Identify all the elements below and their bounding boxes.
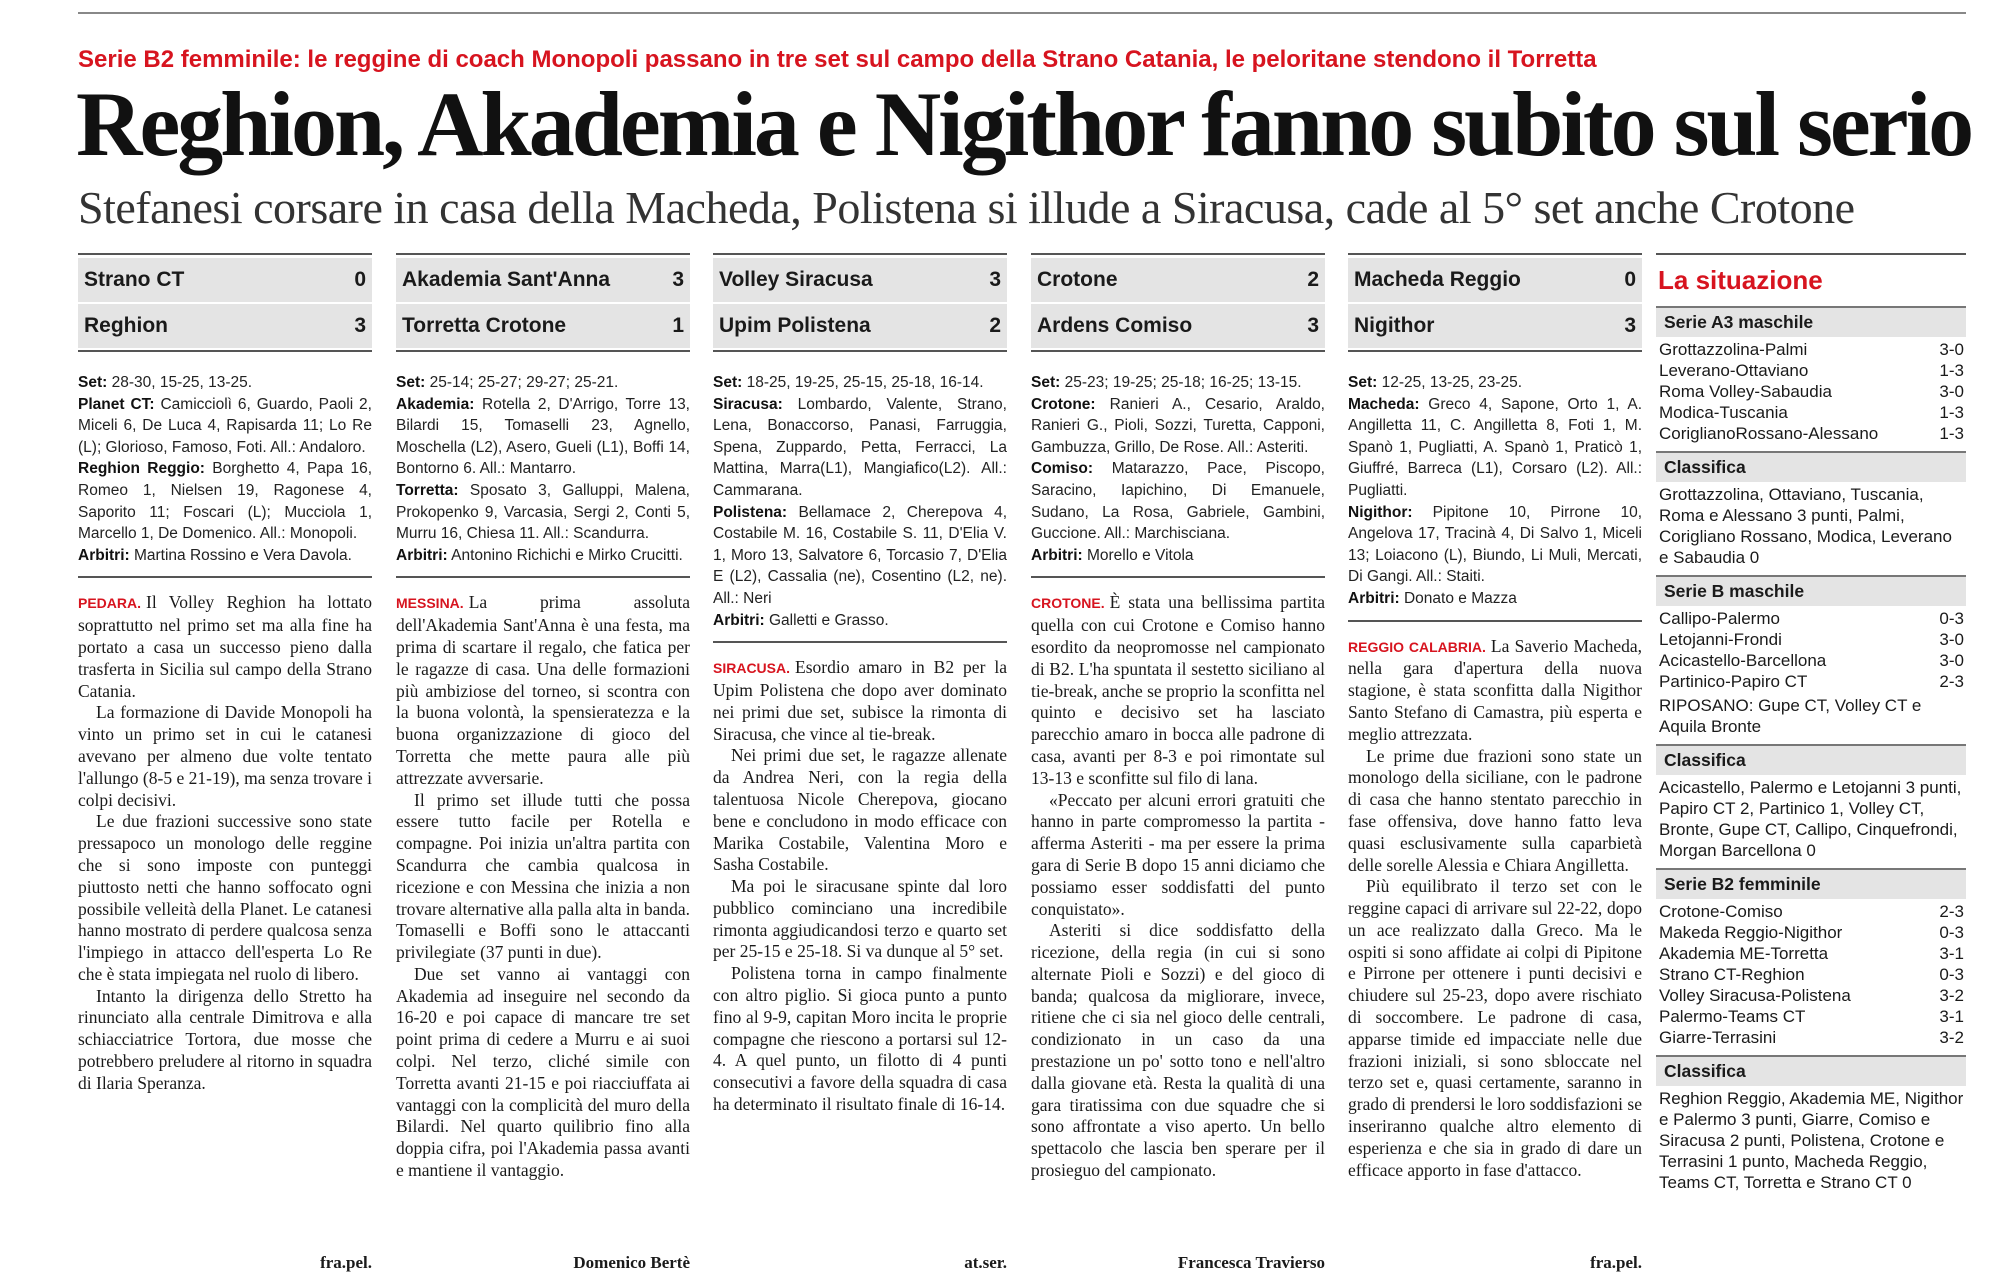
tab-team2: Polistena: Bellamace 2, Cherepova 4, Costabile M. 16, Costabile S. 11, D'Elia V. 1, Moro 13, Salvatore 6, Torcasio 7, D'Elia E (L2), Cassalia (ne), Cosentino (L2, ne). All.: Neri [713, 503, 1007, 607]
home-team: Crotone [1037, 268, 1118, 291]
result-row [1656, 650, 1966, 671]
signature: fra.pel. [320, 1253, 372, 1272]
tab-team2: Reghion Reggio: Borghetto 4, Papa 16, Romeo 1, Nielsen 19, Ragonese 4, Saporito 11; Foscari (L); Mucciola 1, Marcello 1, De Domenico. All.: Monopoli. [78, 460, 372, 543]
result-score: 1-3 [1939, 424, 1964, 443]
paragraph: REGGIO CALABRIA. La Saverio Macheda, nella gara d'apertura della nuova stagione, è stata sconfitta dalla Nigithor Santo Stefano di Camastra, più esperta e meglio attrezzata. [1348, 635, 1643, 744]
section-header: Classifica [1656, 451, 1966, 482]
scoreboard [1348, 253, 1642, 352]
standings-text: Acicastello, Palermo e Letojanni 3 punti, Papiro CT 2, Partinico 1, Volley CT, Bronte, Gupe CT, Callipo, Cinquefrondi, Morgan Barcellona 0 [1659, 778, 1962, 860]
divider [78, 350, 372, 352]
away-team: Ardens Comiso [1037, 314, 1193, 337]
result-row [1656, 360, 1966, 381]
result-score: 1-3 [1939, 361, 1964, 380]
result-match: Crotone-Comiso [1659, 902, 1783, 921]
signature: Francesca Travierso [1177, 1253, 1325, 1272]
scoreboard [1031, 253, 1325, 352]
paragraph: Nei primi due set, le ragazze allenate da Andrea Neri, con la regia della talentuosa Nicole Cherepova, giocano bene e concludono in modo efficace con Marika Costabile, Valentina Moro e Sasha Costabile. [713, 745, 1007, 875]
result-row [1656, 1027, 1966, 1048]
result-score: 3-2 [1939, 986, 1964, 1005]
result-match: Acicastello-Barcellona [1659, 651, 1827, 670]
result-row [1656, 901, 1966, 922]
tabellino [78, 372, 372, 566]
signature: Domenico Bertè [573, 1253, 690, 1272]
result-match: CoriglianoRossano-Alessano [1659, 424, 1879, 443]
tab-team1: Macheda: Greco 4, Sapone, Orto 1, A. Angilletta 11, C. Angilletta 8, Foti 1, M. Spanò 1, Pugliatti, A. Spanò 1, Praticò 1, Giuffré, Barreca (L1), Corsaro (L2). All.: Pugliatti. [1348, 395, 1642, 499]
sidebar-title: La situazione [1658, 265, 1823, 295]
result-score: 3-1 [1939, 944, 1964, 963]
result-match: Makeda Reggio-Nigithor [1659, 923, 1843, 942]
signature: fra.pel. [1590, 1253, 1642, 1272]
result-row [1656, 608, 1966, 629]
result-score: 3-0 [1939, 340, 1964, 359]
tabellino [713, 372, 1007, 631]
tabellino [396, 372, 690, 566]
score-row-away [713, 304, 1007, 348]
subhead: Stefanesi corsare in casa della Macheda, Polistena si illude a Siracusa, cade al 5° set anche Crotone [78, 182, 1855, 233]
paragraph: Intanto la dirigenza dello Stretto ha rinunciato alla centrale Dimitrova e alla schiacciatrice Tortora, due mosse che potrebbero preludere al ritorno in squadra di Ilaria Speranza. [78, 985, 372, 1093]
results-list [1656, 337, 1966, 447]
paragraph: Ma poi le siracusane spinte dal loro pubblico cominciano una incredibile rimonta aggiudicandosi terzo e quarto set per 25-15 e 25-18. Si va dunque al 5° set. [713, 876, 1007, 962]
divider [1348, 620, 1642, 622]
scoreboard [78, 253, 372, 352]
score-row-away [1031, 304, 1325, 348]
paragraph: Le prime due frazioni sono state un monologo della siciliane, con le padrone di casa che hanno stentato parecchio in fase offensiva, dove hanno fatto leva quasi esclusivamente sulla caparbietà delle sorelle Alessia e Chiara Angilletta. [1348, 745, 1642, 875]
tab-set: Set: 18-25, 19-25, 25-15, 25-18, 16-14. [713, 374, 984, 391]
result-match: Callipo-Palermo [1659, 609, 1780, 628]
paragraph: Più equilibrato il terzo set con le reggine capaci di arrivare sul 22-22, dopo un ace realizzato dalla Greco. Ma le ospiti si sono affidate ai colpi di Pipitone e Pirrone per ottenere i punti decisivi e chiudere sul 25-23, dopo avere rischiato di soccombere. Le padrone di casa, apparse timide ed impacciate nelle due frazioni iniziali, si sono sbloccate nel terzo set e, quasi certamente, saranno in grado di prendersi le loro soddisfazioni se inseriranno qualche altro elemento di esperienza e che sia in grado di dare un efficace apporto in fase d'attacco. [1348, 876, 1642, 1180]
signature: at.ser. [964, 1253, 1007, 1272]
article-body [1031, 592, 1325, 1182]
match-column [713, 253, 1007, 1273]
result-match: Giarre-Terrasini [1659, 1028, 1777, 1047]
tab-team2: Nigithor: Pipitone 10, Pirrone 10, Angelova 17, Tracinà 4, Di Salvo 1, Miceli 13; Loiacono (L), Biundo, Li Muli, Mercati, Di Gangi. All.: Staiti. [1348, 503, 1642, 586]
dateline: SIRACUSA. [713, 660, 791, 677]
paragraph: Due set vanno ai vantaggi con Akademia ad inseguire nel secondo da 16-20 e poi capace di mancare tre set point prima di cedere a Murru e ai suoi colpi. Nel terzo, cliché simile con Torretta avanti 21-15 e poi riacciuffata ai vantaggi con la complicità del muro della Bilardi. Nel quarto quilibrio fino alla doppia cifra, poi l'Akademia passa avanti e mantiene il vantaggio. [396, 963, 690, 1181]
kicker: Serie B2 femminile: le reggine di coach Monopoli passano in tre set sul campo della Strano Catania, le peloritane stendono il Torretta [78, 46, 1597, 73]
tab-referees: Arbitri: Martina Rossino e Vera Davola. [78, 546, 352, 564]
tab-set: Set: 28-30, 15-25, 13-25. [78, 374, 253, 391]
result-match: Strano CT-Reghion [1659, 965, 1805, 984]
situazione-sidebar [1656, 253, 1966, 1196]
paragraph: SIRACUSA. Esordio amaro in B2 per la Upim Polistena che dopo aver dominato nei primi due set, subisce la rimonta di Siracusa, che vince al tie-break. [713, 657, 1007, 744]
result-score: 0-3 [1939, 923, 1964, 942]
result-score: 2-3 [1939, 672, 1964, 691]
result-score: 2-3 [1939, 902, 1964, 921]
match-column [1348, 253, 1642, 1273]
results-list [1656, 606, 1966, 695]
result-row [1656, 671, 1966, 692]
tab-team1: Siracusa: Lombardo, Valente, Strano, Lena, Bonaccorso, Panasi, Farruggia, Spena, Zuppardo, Petta, Ferracci, La Mattina, Marra(L1), Mangiafico(L2). All.: Cammarana. [713, 395, 1007, 499]
tab-team1: Akademia: Rotella 2, D'Arrigo, Torre 13, Bilardi 15, Tomaselli 23, Agnello, Moschella (L2), Asero, Gueli (L1), Boffi 14, Bontorno 6. All.: Mantarro. [396, 395, 690, 478]
result-row [1656, 423, 1966, 444]
result-match: Akademia ME-Torretta [1659, 944, 1829, 963]
tab-referees: Arbitri: Donato e Mazza [1348, 589, 1517, 607]
away-team: Upim Polistena [719, 314, 871, 337]
result-match: Volley Siracusa-Polistena [1659, 986, 1851, 1005]
standings-text: Reghion Reggio, Akademia ME, Nigithor e Palermo 3 punti, Giarre, Comiso e Siracusa 2 punti, Polistena, Crotone e Terrasini 1 punto, Macheda Reggio, Teams CT, Torretta e Strano CT 0 [1659, 1089, 1964, 1192]
article-body [78, 592, 372, 1094]
result-match: Palermo-Teams CT [1659, 1007, 1806, 1026]
divider [78, 576, 372, 578]
score-row-home [396, 258, 690, 302]
score-row-away [78, 304, 372, 348]
result-score: 3-0 [1939, 382, 1964, 401]
result-row [1656, 629, 1966, 650]
result-row [1656, 964, 1966, 985]
result-row [1656, 339, 1966, 360]
tab-referees: Arbitri: Antonino Richichi e Mirko Crucitti. [396, 546, 683, 564]
paragraph: MESSINA. La prima assoluta dell'Akademia Sant'Anna è una festa, ma prima di scartare il regalo, che fatica per le ragazze di casa. Una delle formazioni più ambiziose del torneo, si scontra con la buona volontà, la spensieratezza e la buona organizzazione di gioco del Torretta che mette paura alle più attrezzate avversarie. [396, 592, 690, 788]
result-match: Grottazzolina-Palmi [1659, 340, 1808, 359]
home-team: Volley Siracusa [719, 268, 873, 291]
tab-team1: Planet CT: Camicciolì 6, Guardo, Paoli 2, Miceli 6, De Luca 4, Rapisarda 11; Lo Re (L); Glorioso, Famoso, Foti. All.: Andaloro. [78, 395, 372, 456]
divider [713, 641, 1007, 643]
home-team: Akademia Sant'Anna [402, 268, 611, 291]
tab-team2: Torretta: Sposato 3, Galluppi, Malena, Prokopenko 9, Varcasia, Sergi 2, Conti 5, Murru 16, Chiesa 11. All.: Scandurra. [396, 481, 690, 543]
dateline: CROTONE. [1031, 595, 1105, 612]
dateline: PEDARA. [78, 595, 142, 612]
top-rule [78, 12, 1966, 14]
score-row-away [1348, 304, 1642, 348]
score-row-home [713, 258, 1007, 302]
divider [396, 350, 690, 352]
result-row [1656, 402, 1966, 423]
paragraph: «Peccato per alcuni errori gratuiti che hanno in parte compromesso la partita - afferma Asteriti - ma per essere la prima gara di Serie B dopo 15 anni diciamo che possiamo esser soddisfatti del punto conquistato». [1031, 789, 1325, 919]
divider [396, 576, 690, 578]
home-score: 0 [354, 268, 366, 291]
match-column [78, 253, 372, 1273]
result-score: 0-3 [1939, 609, 1964, 628]
away-team: Reghion [84, 314, 168, 337]
results-list [1656, 899, 1966, 1051]
standings-text: Grottazzolina, Ottaviano, Tuscania, Roma e Alessano 3 punti, Palmi, Corigliano Rossano, Modica, Leverano e Sabaudia 0 [1659, 485, 1952, 567]
tab-team2: Comiso: Matarazzo, Pace, Piscopo, Saracino, Iapichino, Di Emanuele, Sudano, La Rosa, Gabriele, Gambini, Guccione. All.: Marchisciana. [1031, 460, 1325, 543]
article-body [396, 592, 690, 1182]
result-row [1656, 985, 1966, 1006]
home-score: 0 [1624, 268, 1636, 291]
riposano-text: RIPOSANO: Gupe CT, Volley CT e Aquila Bronte [1659, 696, 1922, 736]
article-body [713, 657, 1007, 1116]
scoreboard [713, 253, 1007, 352]
result-row [1656, 922, 1966, 943]
tab-team1: Crotone: Ranieri A., Cesario, Araldo, Ranieri G., Pioli, Sozzi, Turetta, Capponi, Gambuzza, Grillo, De Rose. All.: Asteriti. [1031, 395, 1325, 456]
scoreboard [396, 253, 690, 352]
result-score: 0-3 [1939, 965, 1964, 984]
result-row [1656, 943, 1966, 964]
tab-referees: Arbitri: Galletti e Grasso. [713, 611, 889, 629]
divider [1031, 576, 1325, 578]
headline: Reghion, Akademia e Nigithor fanno subito sul serio [76, 73, 1972, 175]
paragraph: Le due frazioni successive sono state pressapoco un monologo delle reggine che si sono imposte con punteggi piuttosto netti che hanno soffocato ogni possibile velleità della Planet. Le catanesi hanno mostrato di perdere qualcosa senza l'impiego in attacco dell'esperta Lo Re che è stata impiegata nel ruolo di libero. [78, 811, 372, 984]
paragraph: La formazione di Davide Monopoli ha vinto un primo set in cui le catanesi avevano per almeno due volte tentato l'allungo (8-5 e 21-19), ma senza trovare i colpi decisivi. [78, 702, 372, 810]
result-match: Letojanni-Frondi [1659, 630, 1782, 649]
section-header: Serie A3 maschile [1656, 306, 1966, 337]
score-row-home [78, 258, 372, 302]
home-team: Strano CT [84, 268, 185, 291]
result-score: 3-0 [1939, 651, 1964, 670]
divider [713, 350, 1007, 352]
tab-referees: Arbitri: Morello e Vitola [1031, 546, 1194, 564]
section-header: Classifica [1656, 1055, 1966, 1086]
away-score: 3 [1307, 314, 1319, 337]
match-column [1031, 253, 1325, 1273]
match-column [396, 253, 690, 1273]
score-row-home [1031, 258, 1325, 302]
section-header: Serie B2 femminile [1656, 868, 1966, 899]
paragraph: Asteriti si dice soddisfatto della ricezione, della regia (in cui si sono alternate Pioli e Sozzi) e del gioco di banda; qualcosa da migliorare, invece, ritiene che ci sia nel gioco delle centrali, condizionato in un caso da una prestazione un po' sotto tono e nell'altro dalla giovane età. Resta la qualità di una gara tiratissima con due squadre che si sono affrontate a viso aperto. Un bello spettacolo che lascia ben sperare per il prosieguo del campionato. [1031, 920, 1325, 1181]
result-row [1656, 381, 1966, 402]
result-score: 3-1 [1939, 1007, 1964, 1026]
tab-set: Set: 25-23; 19-25; 25-18; 16-25; 13-15. [1031, 374, 1302, 391]
divider [1348, 350, 1642, 352]
section-header: Classifica [1656, 744, 1966, 775]
home-team: Macheda Reggio [1354, 268, 1521, 291]
result-row [1656, 1006, 1966, 1027]
away-score: 3 [354, 314, 366, 337]
result-score: 3-0 [1939, 630, 1964, 649]
result-score: 1-3 [1939, 403, 1964, 422]
result-match: Leverano-Ottaviano [1659, 361, 1809, 380]
away-score: 1 [672, 314, 684, 337]
tabellino [1031, 372, 1325, 566]
divider [1031, 350, 1325, 352]
home-score: 3 [989, 268, 1001, 291]
tab-set: Set: 25-14; 25-27; 29-27; 25-21. [396, 374, 619, 391]
home-score: 3 [672, 268, 684, 291]
away-team: Nigithor [1354, 314, 1435, 337]
tabellino [1348, 372, 1642, 610]
paragraph: Il primo set illude tutti che possa essere tutto facile per Rotella e compagne. Poi inizia un'altra partita con Scandurra che cambia qualcosa in ricezione e con Messina che inizia a non trovare alternative alla palla alta in banda. Tomaselli e Boffi sono le attaccanti privilegiate (37 punti in due). [396, 789, 690, 963]
home-score: 2 [1307, 268, 1319, 291]
result-match: Partinico-Papiro CT [1659, 672, 1808, 691]
dateline: REGGIO CALABRIA. [1348, 638, 1486, 655]
section-header: Serie B maschile [1656, 575, 1966, 606]
paragraph: Polistena torna in campo finalmente con altro piglio. Si gioca punto a punto fino al 9-9, capitan Moro incita le proprie compagne che riescono a portarsi sul 12-4. A quel punto, un filotto di 4 punti consecutivi a favore della squadra di casa ha determinato il risultato finale di 16-14. [713, 963, 1007, 1115]
away-score: 3 [1624, 314, 1636, 337]
paragraph: PEDARA. Il Volley Reghion ha lottato soprattutto nel primo set ma alla fine ha portato a casa un successo pieno dalla trasferta in Sicilia sul campo della Strano Catania. [78, 592, 372, 701]
score-row-away [396, 304, 690, 348]
score-row-home [1348, 258, 1642, 302]
paragraph: CROTONE. È stata una bellissima partita quella con cui Crotone e Comiso hanno esordito da neopromosse nel campionato di B2. L'ha spuntata il sestetto siciliano al tie-break, anche se proprio la sconfitta nel quinto e decisivo set ha lasciato parecchio amaro in bocca alle padrone di casa, avanti per 8-3 e poi rimontate sul 13-13 e sconfitte sul filo di lana. [1031, 592, 1325, 788]
article-body [1348, 636, 1642, 1182]
result-score: 3-2 [1939, 1028, 1964, 1047]
dateline: MESSINA. [396, 595, 464, 612]
result-match: Modica-Tuscania [1659, 403, 1788, 422]
result-match: Roma Volley-Sabaudia [1659, 382, 1832, 401]
tab-set: Set: 12-25, 13-25, 23-25. [1348, 374, 1523, 391]
away-score: 2 [989, 314, 1001, 337]
away-team: Torretta Crotone [402, 314, 567, 337]
